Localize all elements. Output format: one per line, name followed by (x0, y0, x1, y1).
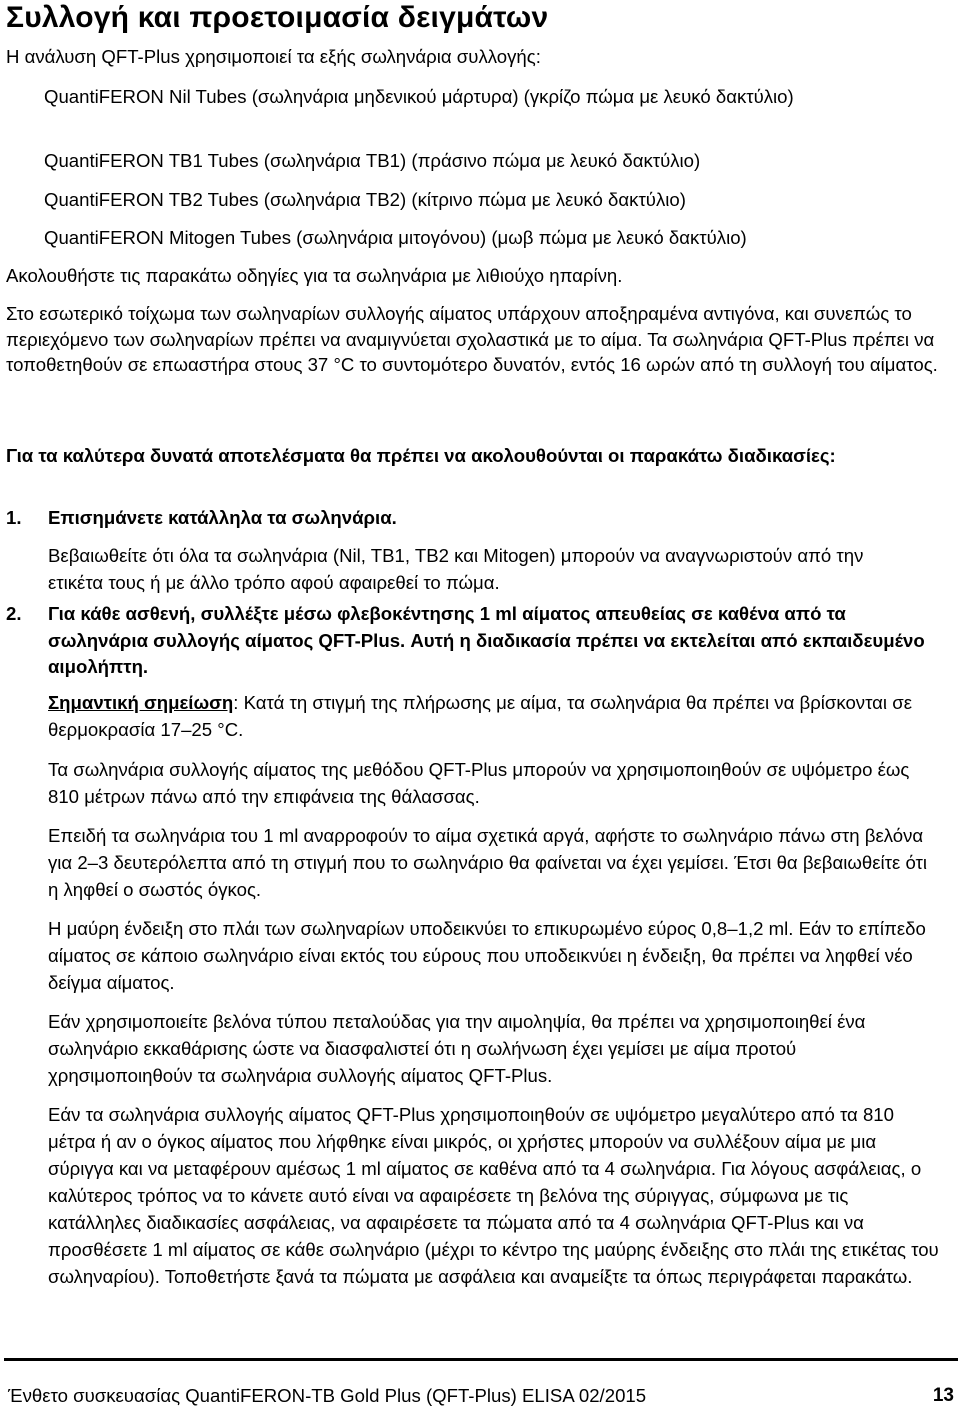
heparin-note: Ακολουθήστε τις παρακάτω οδηγίες για τα σωληνάρια με λιθιούχο ηπαρίνη. (6, 265, 623, 286)
fill-mark-paragraph: Η μαύρη ένδειξη στο πλάι των σωληναρίων υποδεικνύει το επικυρωμένο εύρος 0,8–1,2 ml. Εάν το επίπεδο αίματος σε κάποιο σωληνάριο είναι εκτός του εύρους που υποδεικνύει η ένδειξη, θα πρέπει να ληφθεί νέο δείγμα αίματος. (48, 917, 926, 993)
tube-item-2: QuantiFERON TB1 Tubes (σωληνάρια TB1) (πράσινο πώμα με λευκό δακτύλιο) (44, 150, 701, 171)
important-note-label: Σημαντική σημείωση (48, 691, 234, 713)
page-number: 13 (932, 1385, 954, 1406)
procedure-heading: Για τα καλύτερα δυνατά αποτελέσματα θα πρέπει να ακολουθούνται οι παρακάτω διαδικασίες: (6, 445, 836, 466)
needle-paragraph: Επειδή τα σωληνάρια του 1 ml αναρροφούν το αίμα σχετικά αργά, αφήστε το σωληνάριο πάνω στη βελόνα για 2–3 δευτερόλεπτα από τη στιγμή που το σωληνάριο θα φαίνεται να έχει γεμίσει. Έτσι θα βεβαιωθείτε ότι η ληφθεί ο σωστός όγκος. (48, 824, 928, 900)
butterfly-needle-paragraph: Εάν χρησιμοποιείτε βελόνα τύπου πεταλούδας για την αιμοληψία, θα πρέπει να χρησιμοποιηθεί ένα σωληνάριο εκκαθάρισης ώστε να διασφαλιστεί ότι η σωλήνωση έχει γεμίσει με αίμα προτού χρησιμοποιηθούν τα σωληνάρια συλλογής αίματος QFT-Plus. (48, 1010, 866, 1086)
step-1-body: Βεβαιωθείτε ότι όλα τα σωληνάρια (Nil, TB1, TB2 και Mitogen) μπορούν να αναγνωριστούν από την ετικέτα τους ή με άλλο τρόπο αφού αφαιρεθεί το πώμα. (48, 545, 864, 593)
antigen-paragraph: Στο εσωτερικό τοίχωμα των σωληναρίων συλλογής αίματος υπάρχουν αποξηραμένα αντιγόνα, και συνεπώς το περιεχόμενο των σωληναρίων πρέπει να αναμιγνύεται σχολαστικά με το αίμα. Τα σωληνάρια QFT-Plus πρέπει να τοποθετηθούν σε επωαστήρα στους 37 °C το συντομότερο δυνατόν, εντός 16 ωρών από τη συλλογή του αίματος. (6, 303, 938, 375)
intro-text: Η ανάλυση QFT-Plus χρησιμοποιεί τα εξής σωληνάρια συλλογής: (6, 46, 541, 67)
important-note (6, 689, 928, 743)
tube-item-3: QuantiFERON TB2 Tubes (σωληνάρια TB2) (κίτρινο πώμα με λευκό δακτύλιο) (44, 189, 686, 210)
page-title: Συλλογή και προετοιμασία δειγμάτων (6, 1, 549, 34)
footer-text: Ένθετο συσκευασίας QuantiFERON-TB Gold Plus (QFT-Plus) ELISA 02/2015 (8, 1385, 647, 1406)
important-note-text: : Κατά τη στιγμή της πλήρωσης με αίμα, τα σωληνάρια θα πρέπει να βρίσκονται σε θερμοκρασία 17–25 °C. (48, 691, 912, 740)
syringe-paragraph: Εάν τα σωληνάρια συλλογής αίματος QFT-Plus χρησιμοποιηθούν σε υψόμετρο μεγαλύτερο από τα 810 μέτρα ή αν ο όγκος αίματος που λήφθηκε είναι μικρός, οι χρήστες μπορούν να συλλέξουν αίμα με μια σύριγγα και να μεταφέρουν αμέσως 1 ml αίματος σε καθένα από τα 4 σωληνάρια. Για λόγους ασφάλειας, ο καλύτερος τρόπος να το κάνετε αυτό είναι να αφαιρέσετε τη βελόνα της σύριγγας, σύμφωνα με τις κατάλληλες διαδικασίες ασφάλειας, να αφαιρέσετε τα πώματα από τα 4 σωληνάρια QFT-Plus και να προσθέσετε 1 ml αίματος σε κάθε σωληνάριο (μέχρι το κέντρο της μαύρης ένδειξης στο πλάι της ετικέτας του σωληναρίου). Τοποθετήστε ξανά τα πώματα με ασφάλεια και αναμείξτε τα όπως περιγράφεται παρακάτω. (48, 1103, 939, 1287)
step-1: 1. Επισημάνετε κατάλληλα τα σωληνάρια. Βεβαιωθείτε ότι όλα τα σωληνάρια (Nil, TB1, TB2 και Mitogen) μπορούν να αναγνωριστούν από την ετικέτα τους ή με άλλο τρόπο αφού αφαιρεθεί το πώμα. (6, 505, 958, 596)
step-2: 2. Για κάθε ασθενή, συλλέξτε μέσω φλεβοκέντησης 1 ml αίματος απευθείας σε καθένα από τα σωληνάρια συλλογής αίματος QFT-Plus. Αυτή η διαδικασία πρέπει να εκτελείται από εκπαιδευμένο αιμολήπτη. Σημαντική σημείωση: Κατά τη στιγμή της πλήρωσης με αίμα, τα σωληνάρια θα πρέπει να βρίσκονται σε θερμοκρασία 17–25 °C. Τα σωληνάρια συλλογής αίματος της μεθόδου QFT-Plus μπορούν να χρησιμοποιηθούν σε υψόμετρο έως 810 μέτρων πάνω από την επιφάνεια της θάλασσας. Επειδή τα σωληνάρια του 1 ml αναρροφούν το αίμα σχετικά αργά, αφήστε το σωληνάριο πάνω στη βελόνα για 2–3 δευτερόλεπτα από τη στιγμή που το σωληνάριο θα φαίνεται να έχει γεμίσει. Έτσι θα βεβαιωθείτε ότι η ληφθεί ο σωστός όγκος. Η μαύρη ένδειξη στο πλάι των σωληναρίων υποδεικνύει το επικυρωμένο εύρος 0,8–1,2 ml. Εάν το επίπεδο αίματος σε κάποιο σωληνάριο είναι εκτός του εύρους που υποδεικνύει η ένδειξη, θα πρέπει να ληφθεί νέο δείγμα αίματος. Εάν χρησιμοποιείτε βελόνα τύπου πεταλούδας για την αιμοληψία, θα πρέπει να χρησιμοποιηθεί ένα σωληνάριο εκκαθάρισης ώστε να διασφαλιστεί ότι η σωλήνωση έχει γεμίσει με αίμα προτού χρησιμοποιηθούν τα σωληνάρια συλλογής αίματος QFT-Plus. Εάν τα σωληνάρια συλλογής αίματος QFT-Plus χρησιμοποιηθούν σε υψόμετρο μεγαλύτερο από τα 810 μέτρα ή αν ο όγκος αίματος που λήφθηκε είναι μικρός, οι χρήστες μπορούν να συλλέξουν αίμα με μια σύριγγα και να μεταφέρουν αμέσως 1 ml αίματος σε καθένα από τα 4 σωληνάρια. Για λόγους ασφάλειας, ο καλύτερος τρόπος να το κάνετε αυτό είναι να αφαιρέσετε τη βελόνα της σύριγγας, σύμφωνα με τις κατάλληλες διαδικασίες ασφάλειας, να αφαιρέσετε τα πώματα από τα 4 σωληνάρια QFT-Plus και να προσθέσετε 1 ml αίματος σε κάθε σωληνάριο (μέχρι το κέντρο της μαύρης ένδειξης στο πλάι της ετικέτας του σωληναρίου). Τοποθετήστε ξανά τα πώματα με ασφάλεια και αναμείξτε τα όπως περιγράφεται παρακάτω. (6, 601, 946, 1290)
tube-item-1: QuantiFERON Nil Tubes (σωληνάρια μηδενικού μάρτυρα) (γκρίζο πώμα με λευκό δακτύλιο) (44, 86, 794, 107)
altitude-paragraph: Τα σωληνάρια συλλογής αίματος της μεθόδου QFT-Plus μπορούν να χρησιμοποιηθούν σε υψόμετρο έως 810 μέτρων πάνω από την επιφάνεια της θάλασσας. (48, 758, 910, 807)
footer-divider (4, 1358, 958, 1361)
tube-item-4: QuantiFERON Mitogen Tubes (σωληνάρια μιτογόνου) (μωβ πώμα με λευκό δακτύλιο) (44, 227, 747, 248)
